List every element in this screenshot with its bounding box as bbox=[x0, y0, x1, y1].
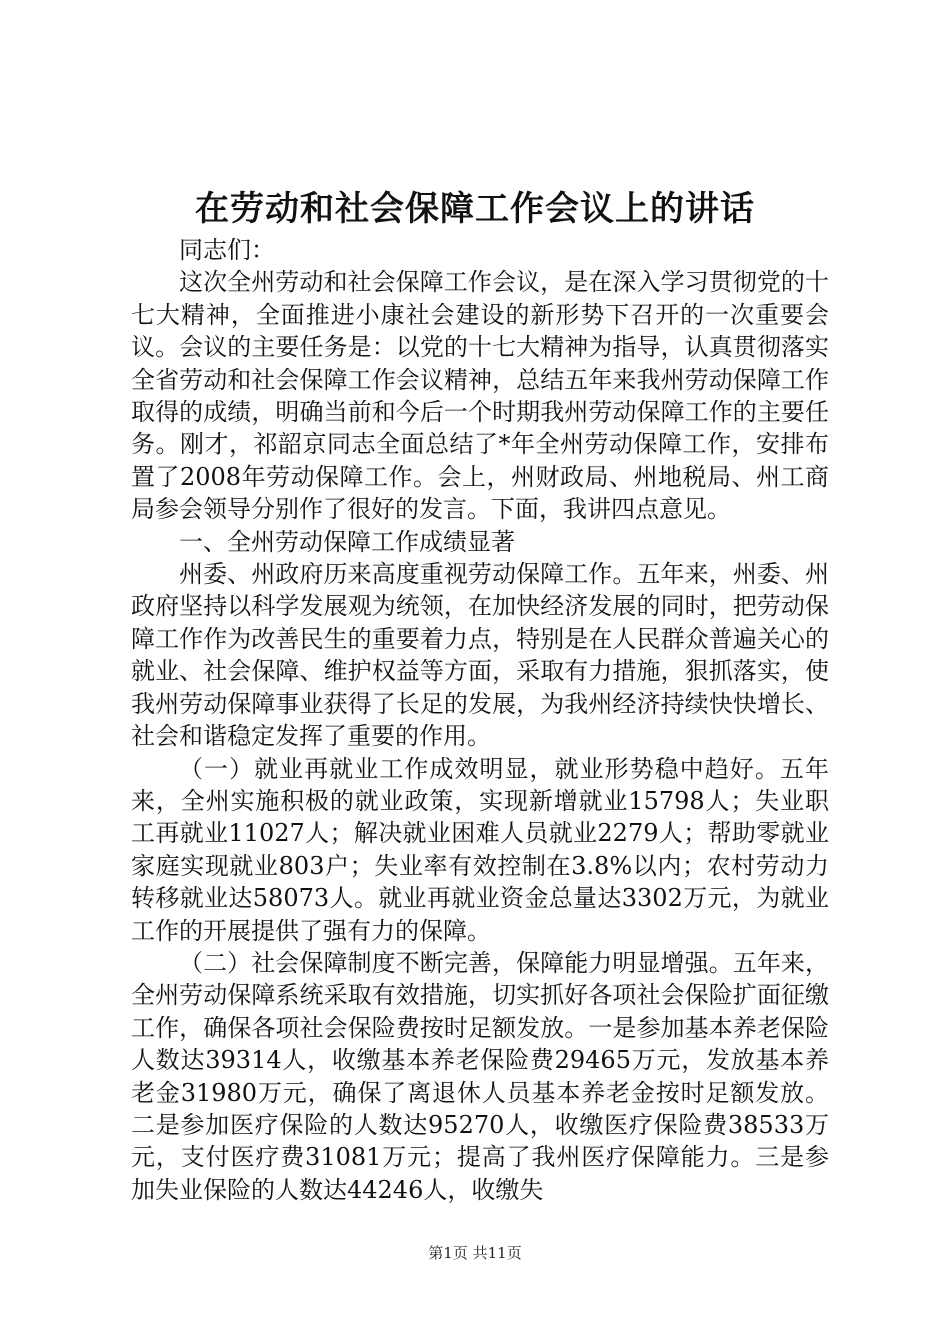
paragraph-employment: （一）就业再就业工作成效明显，就业形势稳中趋好。五年来，全州实施积极的就业政策，实现新增就业15798人；失业职工再就业11027人；解决就业困难人员就业2279人；帮助零就业家庭实现就业803户；失业率有效控制在3.8%以内；农村劳动力转移就业达58073人。就业再就业资金总量达3302万元，为就业工作的开展提供了强有力的保障。 bbox=[131, 754, 829, 945]
paragraph-intro: 这次全州劳动和社会保障工作会议，是在深入学习贯彻党的十七大精神，全面推进小康社会建设的新形势下召开的一次重要会议。会议的主要任务是：以党的十七大精神为指导，认真贯彻落实全省劳动和社会保障工作会议精神，总结五年来我州劳动保障工作取得的成绩，明确当前和今后一个时期我州劳动保障工作的主要任务。刚才，祁韶京同志全面总结了*年全州劳动保障工作，安排布置了2008年劳动保障工作。会上，州财政局、州地税局、州工商局参会领导分别作了很好的发言。下面，我讲四点意见。 bbox=[131, 268, 829, 524]
paragraph-overview: 州委、州政府历来高度重视劳动保障工作。五年来，州委、州政府坚持以科学发展观为统领，在加快经济发展的同时，把劳动保障工作作为改善民生的重要着力点，特别是在人民群众普遍关心的就业、社会保障、维护权益等方面，采取有力措施，狠抓落实，使我州劳动保障事业获得了长足的发展，为我州经济持续快快增长、社会和谐稳定发挥了重要的作用。 bbox=[131, 560, 829, 751]
section-heading-1: 一、全州劳动保障工作成绩显著 bbox=[179, 527, 515, 556]
paragraph-social-security: （二）社会保障制度不断完善，保障能力明显增强。五年来，全州劳动保障系统采取有效措施，切实抓好各项社会保险扩面征缴工作，确保各项社会保险费按时足额发放。一是参加基本养老保险人数达39314人，收缴基本养老保险费29465万元，发放基本养老金31980万元，确保了离退休人员基本养老金按时足额发放。二是参加医疗保险的人数达95270人，收缴医疗保险费38533万元，支付医疗费31081万元；提高了我州医疗保障能力。三是参加失业保险的人数达44246人，收缴失 bbox=[131, 948, 829, 1204]
document-title: 在劳动和社会保障工作会议上的讲话 bbox=[195, 189, 755, 229]
page-number-footer: 第1页 共11页 bbox=[428, 1244, 522, 1262]
document-body bbox=[131, 234, 829, 1206]
salutation: 同志们： bbox=[179, 236, 275, 264]
